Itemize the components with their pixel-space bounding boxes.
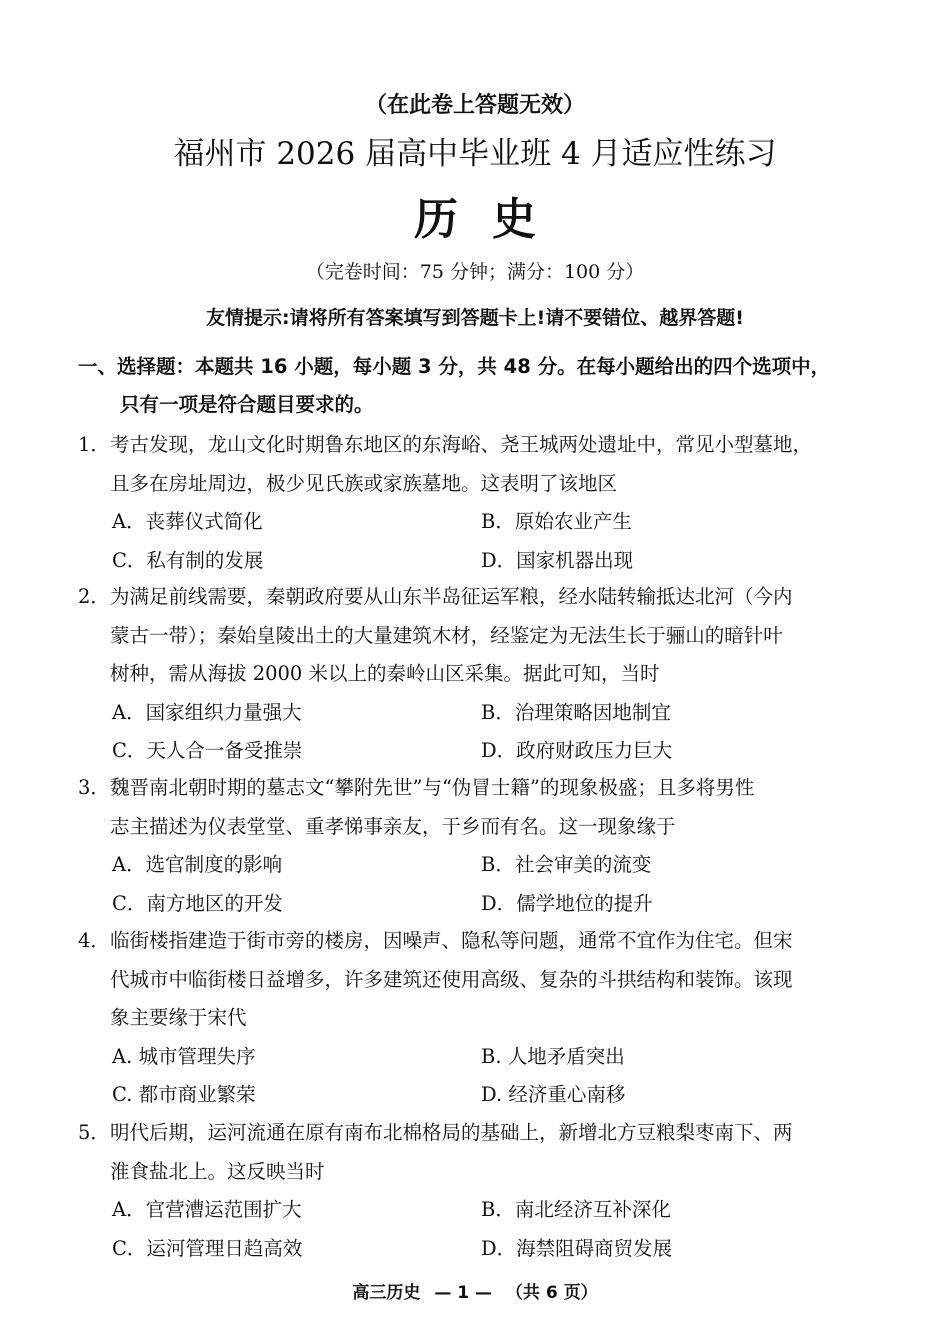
option-b: B. 人地矛盾突出 <box>481 1044 625 1068</box>
option-d: D．儒学地位的提升 <box>481 891 653 915</box>
friendly-tip: 友情提示:请将所有答案填写到答题卡上!请不要错位、越界答题! <box>206 307 744 329</box>
option-d: D. 经济重心南移 <box>481 1083 626 1106</box>
options <box>78 503 878 580</box>
question-text: 考古发现，龙山文化时期鲁东地区的东海峪、尧王城两处遗址中，常见小型墓地， <box>110 433 813 456</box>
option-d: D．国家机器出现 <box>481 548 634 572</box>
options <box>78 694 878 771</box>
option-b: B．治理策略因地制宜 <box>481 700 671 724</box>
question-2 <box>78 578 878 771</box>
footer-total-pages: （共 6 页） <box>505 1283 598 1303</box>
option-d: D．政府财政压力巨大 <box>481 739 673 762</box>
question-text: 魏晋南北朝时期的墓志文“攀附先世”与“伪冒士籍”的现象极盛；且多将男性 <box>110 776 755 799</box>
invalid-answer-notice: （在此卷上答题无效） <box>364 93 585 118</box>
option-c: C．南方地区的开发 <box>112 891 283 915</box>
option-c: C．私有制的发展 <box>112 548 264 572</box>
question-number: 1． <box>78 433 110 456</box>
question-text: 为满足前线需要，秦朝政府要从山东半岛征运军粮，经水陆转输抵达北河（今内 <box>110 585 793 608</box>
option-a: A．丧葬仪式简化 <box>112 510 263 533</box>
option-c: C. 都市商业繁荣 <box>112 1083 256 1106</box>
section-heading-line: 一、选择题：本题共 16 小题，每小题 3 分，共 48 分。在每小题给出的四个选项中， <box>78 355 831 378</box>
section-heading-line: 只有一项是符合题目要求的。 <box>120 393 374 416</box>
question-text: 且多在房址周边，极少见氏族或家族墓地。这表明了该地区 <box>110 471 618 495</box>
question-text: 代城市中临街楼日益增多，许多建筑还使用高级、复杂的斗拱结构和装饰。该现 <box>110 967 793 991</box>
option-a: A．选官制度的影响 <box>112 853 283 876</box>
option-b: B．原始农业产生 <box>481 510 632 533</box>
option-a: A．官营漕运范围扩大 <box>112 1198 302 1221</box>
options <box>78 1038 878 1115</box>
question-number: 2． <box>78 585 110 608</box>
option-b: B．南北经济互补深化 <box>481 1198 671 1221</box>
question-5 <box>78 1114 878 1268</box>
question-number: 5． <box>78 1121 110 1144</box>
question-1 <box>78 426 878 580</box>
options <box>78 846 878 923</box>
question-4 <box>78 922 878 1115</box>
page-footer <box>0 1278 950 1303</box>
question-text: 明代后期，运河流通在原有南布北棉格局的基础上，新增北方豆粮梨枣南下、两 <box>110 1121 793 1144</box>
option-c: C．天人合一备受推崇 <box>112 739 303 762</box>
time-and-score-info: （完卷时间：75 分钟；满分：100 分） <box>305 261 645 283</box>
option-d: D．海禁阻碍商贸发展 <box>481 1236 673 1260</box>
exam-title: 福州市 2026 届高中毕业班 4 月适应性练习 <box>173 136 777 172</box>
option-b: B．社会审美的流变 <box>481 853 652 876</box>
question-number: 3． <box>78 776 110 799</box>
question-text: 树种，需从海拔 2000 米以上的秦岭山区采集。据此可知，当时 <box>110 662 660 685</box>
question-text: 蒙古一带）；秦始皇陵出土的大量建筑木材，经鉴定为无法生长于骊山的暗针叶 <box>110 623 783 647</box>
question-text: 象主要缘于宋代 <box>110 1006 247 1029</box>
footer-page-number: — 1 — <box>434 1283 492 1303</box>
option-a: A. 城市管理失序 <box>112 1044 256 1068</box>
option-c: C．运河管理日趋高效 <box>112 1236 303 1260</box>
options <box>78 1191 878 1268</box>
question-text: 志主描述为仪表堂堂、重孝悌事亲友，于乡而有名。这一现象缘于 <box>110 814 676 838</box>
question-text: 临街楼指建造于街市旁的楼房，因噪声、隐私等问题，通常不宜作为住宅。但宋 <box>110 929 793 952</box>
question-3 <box>78 769 878 923</box>
question-text: 淮食盐北上。这反映当时 <box>110 1159 325 1183</box>
footer-subject: 高三历史 <box>352 1283 421 1303</box>
subject-title: 历史 <box>414 194 570 245</box>
section-heading <box>78 348 878 424</box>
option-a: A．国家组织力量强大 <box>112 700 302 724</box>
question-number: 4． <box>78 929 110 952</box>
